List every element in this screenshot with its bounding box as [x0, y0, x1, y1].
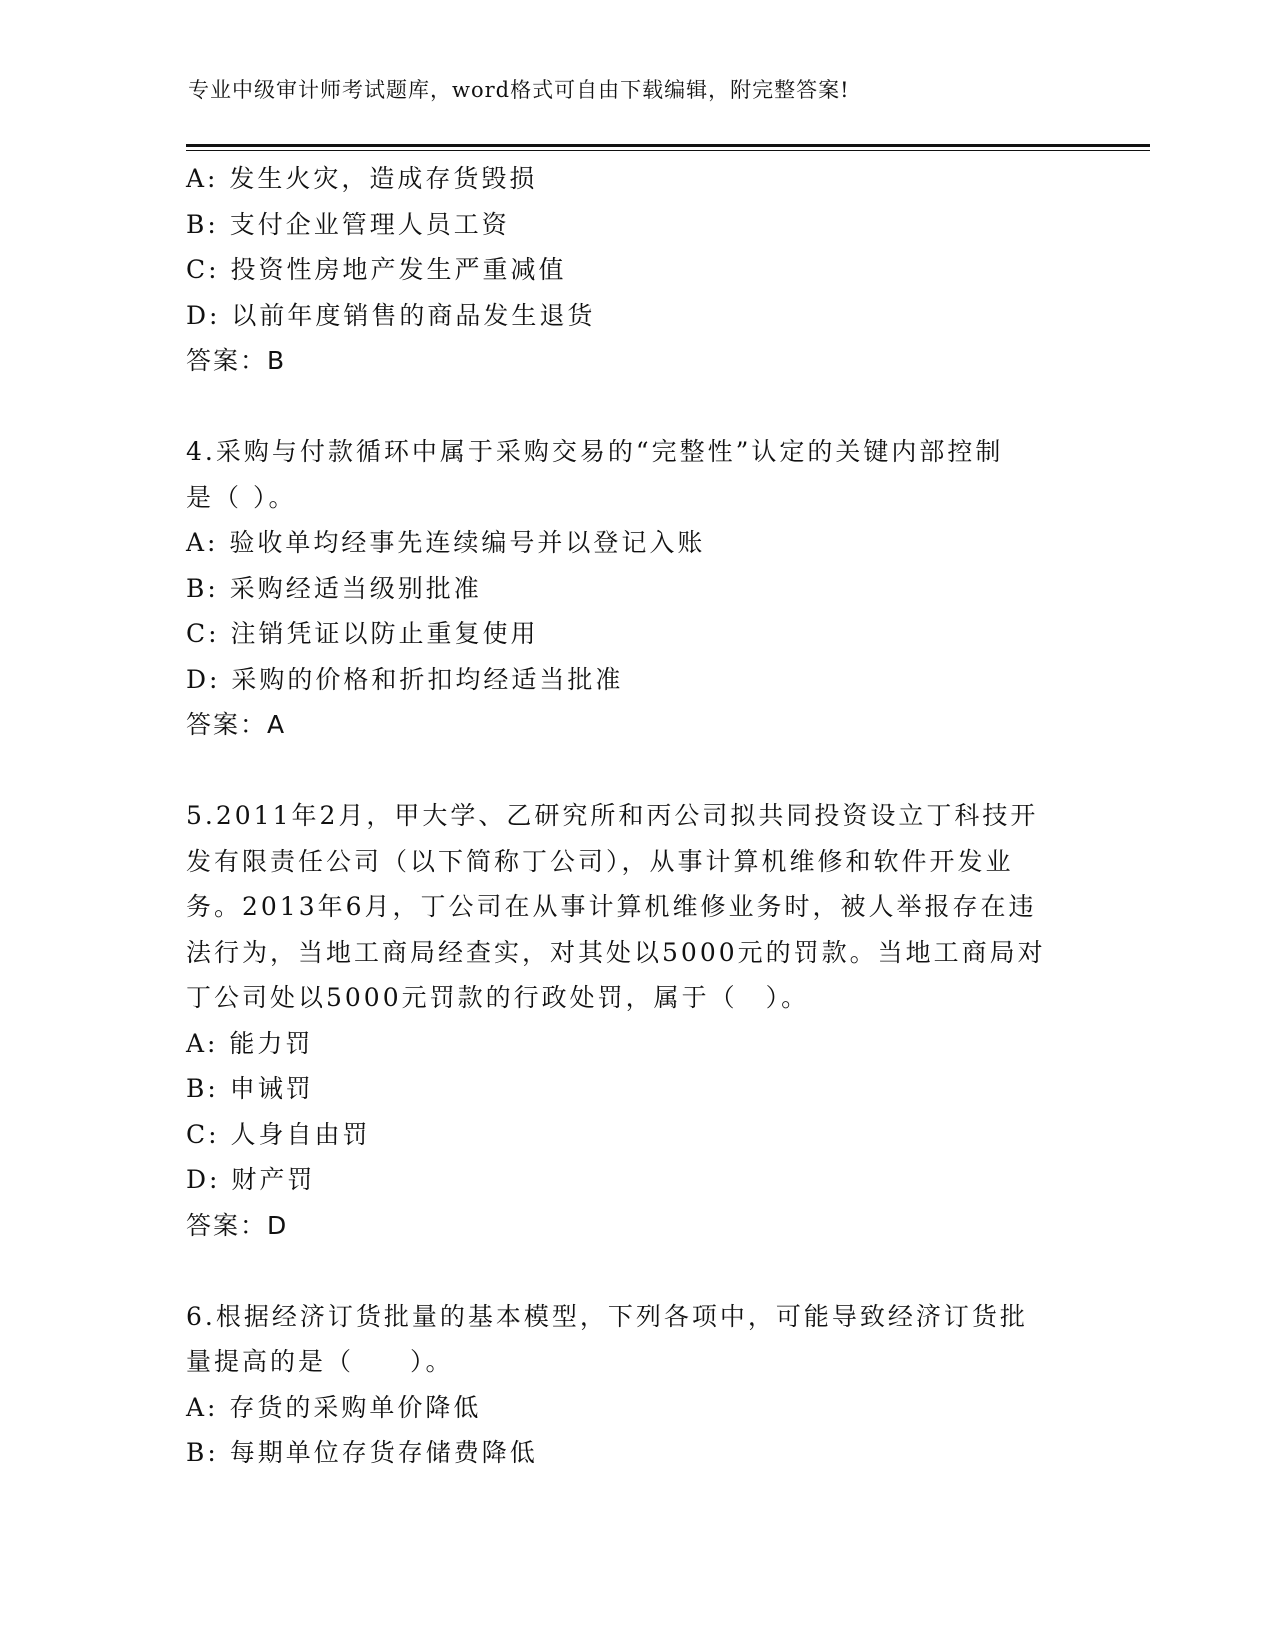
- option-b: B: 申诫罚: [186, 1074, 314, 1103]
- question-5-stem-line: 发有限责任公司（以下简称丁公司），从事计算机维修和软件开发业: [186, 846, 1014, 876]
- option-b: B: 采购经适当级别批准: [186, 573, 482, 603]
- question-5-stem-line: 法行为，当地工商局经查实，对其处以5000元的罚款。当地工商局对: [186, 937, 1046, 967]
- question-6-stem-line: 6.根据经济订货批量的基本模型，下列各项中，可能导致经济订货批: [186, 1301, 1028, 1331]
- question-5-stem-line: 务。2013年6月，丁公司在从事计算机维修业务时，被人举报存在违: [186, 892, 1037, 921]
- header-rule-thick: [186, 144, 1150, 147]
- question-4-stem-line: 是（ ）。: [186, 482, 297, 512]
- question-3-answer: 答案：B: [186, 346, 287, 375]
- question-4-answer: 答案：A: [186, 710, 287, 739]
- option-c: C: 人身自由罚: [186, 1119, 371, 1149]
- option-d: D: 以前年度销售的商品发生退货: [186, 300, 596, 330]
- question-5-stem-line: 5.2011年2月，甲大学、乙研究所和丙公司拟共同投资设立丁科技开: [186, 801, 1039, 830]
- header-rule-thin: [186, 150, 1150, 151]
- spacer: [186, 1248, 1086, 1294]
- option-d: D: 财产罚: [186, 1165, 316, 1194]
- option-b: B: 支付企业管理人员工资: [186, 209, 510, 239]
- question-6: [186, 1294, 1086, 1476]
- question-6-stem-line: 量提高的是（ ）。: [186, 1347, 454, 1376]
- option-a: A: 存货的采购单价降低: [186, 1392, 482, 1422]
- option-a: A: 发生火灾，造成存货毁损: [186, 164, 538, 193]
- option-a: A: 能力罚: [186, 1028, 314, 1058]
- option-c: C: 注销凭证以防止重复使用: [186, 619, 539, 648]
- option-d: D: 采购的价格和折扣均经适当批准: [186, 664, 624, 694]
- question-5-answer: 答案：D: [186, 1210, 289, 1240]
- document-header: 专业中级审计师考试题库，word格式可自由下载编辑，附完整答案!: [188, 78, 850, 102]
- question-4: [186, 429, 1086, 748]
- document-body: [186, 156, 1086, 1476]
- question-5: [186, 793, 1086, 1248]
- question-5-stem-line: 丁公司处以5000元罚款的行政处罚，属于（ ）。: [186, 983, 810, 1012]
- option-a: A: 验收单均经事先连续编号并以登记入账: [186, 528, 706, 557]
- option-b: B: 每期单位存货存储费降低: [186, 1438, 538, 1467]
- spacer: [186, 748, 1086, 794]
- option-c: C: 投资性房地产发生严重减值: [186, 255, 567, 284]
- question-4-stem-line: 4.采购与付款循环中属于采购交易的“完整性”认定的关键内部控制: [186, 437, 1004, 466]
- question-3-options: [186, 156, 1086, 338]
- spacer: [186, 384, 1086, 430]
